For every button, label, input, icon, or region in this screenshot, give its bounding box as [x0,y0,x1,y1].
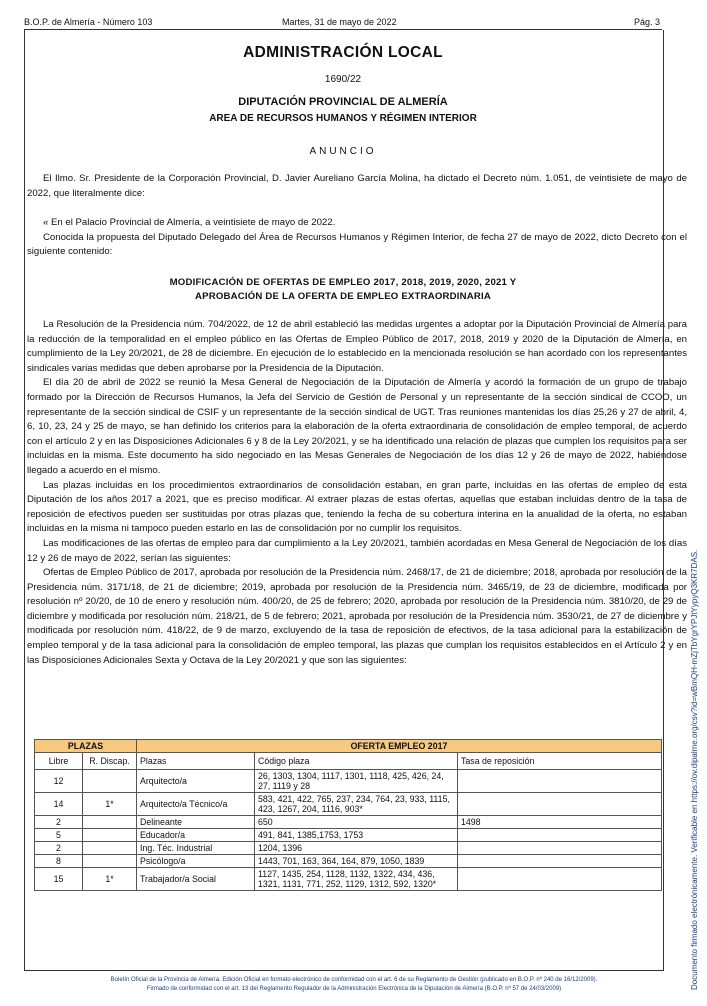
quote-block [27,216,687,260]
cell-plaza: Ing. Téc. Industrial [137,842,255,855]
body-paragraph: La Resolución de la Presidencia núm. 704/2022, de 12 de abril estableció las medidas urgentes a adoptar por la Diputación Provincial de Almería para la reducción de la temporalidad en el empleo público en las Ofertas de Empleo Público de 2017, 2018, 2019 y 2020 de la Diputación de Almería, en cumplimiento de la Ley 20/2021, de 28 de diciembre. En ejecución de lo establecido en la mencionada resolución se han acordado con los representantes sindicales varias medidas que deben aprobarse por la Presidencia de la Diputación. [27,319,687,374]
intro-text: El Ilmo. Sr. Presidente de la Corporación Provincial, D. Javier Aureliano García Molina, ha dictado el Decreto núm. 1.051, de veintisiete de mayo de 2022, que literalmente dice: [27,173,687,199]
table-row [35,770,662,793]
cell-discap [83,770,137,793]
cell-libre: 15 [35,868,83,891]
section-title [60,276,626,304]
page-title: ADMINISTRACIÓN LOCAL [243,44,443,61]
table-row [35,868,662,891]
verification-sidebar: Documento firmado electrónicamente. Verificable en https://ov.dipalme.org/csv?id=wBmQH-mZjTbYgrYPJtYypyQ3KR7DAS. [690,549,699,990]
body-paragraph: Las modificaciones de las ofertas de empleo para dar cumplimiento a la Ley 20/2021, también acordadas en Mesa General de Negociación de los días 12 y 26 de mayo de 2022, serían las siguientes: [27,537,687,564]
col-header-tasa: Tasa de reposición [458,753,662,770]
cell-discap [83,829,137,842]
cell-codigo: 1127, 1435, 254, 1128, 1132, 1322, 434, 436, 1321, 1131, 771, 252, 1129, 1312, 592, 1320* [255,868,458,891]
header-page-number: Pág. 3 [633,17,660,27]
table-row [35,855,662,868]
cell-codigo: 650 [255,816,458,829]
cell-tasa [458,868,662,891]
cell-tasa: 1498 [458,816,662,829]
header-date: Martes, 31 de mayo de 2022 [282,17,397,27]
section-title-line-2: APROBACIÓN DE LA OFERTA DE EMPLEO EXTRAORDINARIA [195,291,491,302]
col-header-plazas: Plazas [137,753,255,770]
cell-codigo: 1204, 1396 [255,842,458,855]
area-name: AREA DE RECURSOS HUMANOS Y RÉGIMEN INTERIOR [209,113,477,124]
col-header-libre: Libre [35,753,83,770]
cell-libre: 8 [35,855,83,868]
body-text [27,318,687,668]
table-row [35,793,662,816]
col-header-discap: R. Discap. [83,753,137,770]
oferta-table [34,739,662,891]
cell-discap: 1* [83,793,137,816]
cell-libre: 2 [35,816,83,829]
page-header [24,14,662,30]
cell-plaza: Psicólogo/a [137,855,255,868]
quote-line-2: Conocida la propuesta del Diputado Delegado del Área de Recursos Humanos y Régimen Interior, de fecha 27 de mayo de 2022, dicto Decreto con el siguiente contenido: [27,231,687,258]
cell-plaza: Arquitecto/a [137,770,255,793]
table-row [35,816,662,829]
plazas-group-header: PLAZAS [35,740,137,753]
cell-codigo: 491, 841, 1385,1753, 1753 [255,829,458,842]
cell-discap [83,842,137,855]
quote-line-1: « En el Palacio Provincial de Almería, a veintisiete de mayo de 2022. [43,217,336,228]
cell-discap: 1* [83,868,137,891]
table-row [35,842,662,855]
body-paragraph: El día 20 de abril de 2022 se reunió la Mesa General de Negociación de la Diputación de Almería y acordó la formación de un grupo de trabajo formado por la Dirección de Recursos Humanos, la Jefa del Servicio de Gestión de Personal y un representante de la sección sindical de CCOO, un representante de la sección sindical de CSIF y un representante de la sección sindical de UGT. Tras reuniones mantenidas los días 25,26 y 27 de abril, 4, 6, 10, 23, 24 y 25 de mayo, se han definido los criterios para la elaboración de la oferta extraordinaria de consolidación de empleo temporal, de acuerdo con el artículo 2 y en las Disposiciones Adicionales 6 y 8 de la Ley 20/2021, y se ha identificado una relación de plazas que cumplen los requisitos para ser incluidas en la misma. Este documento ha sido negociado en las Mesas Generales de Negociación de los días 12 y 26 de mayo de 2022, habiéndose llegado a acuerdo en el mismo. [27,377,687,476]
cell-plaza: Delineante [137,816,255,829]
table-group-header [35,740,662,753]
intro-paragraph [27,172,687,201]
section-title-line-1: MODIFICACIÓN DE OFERTAS DE EMPLEO 2017, 2018, 2019, 2020, 2021 Y [169,277,517,288]
footer-line-1: Boletín Oficial de la Provincia de Almería. Edición Oficial en formato electrónico de conformidad con el art. 6 de su Reglamento de Gestión (publicado en B.O.P. nº 240 de 16/12/2009). [110,977,598,983]
cell-tasa [458,793,662,816]
cell-tasa [458,855,662,868]
cell-libre: 12 [35,770,83,793]
cell-plaza: Trabajador/a Social [137,868,255,891]
cell-libre: 14 [35,793,83,816]
cell-tasa [458,842,662,855]
body-paragraph: Las plazas incluidas en los procedimientos extraordinarios de consolidación estaban, en gran parte, incluidas en las ofertas de empleo de esta Diputación de los años 2017 a 2021, que es preciso modificar. Al extraer plazas de estas ofertas, aquellas que estaban incluidas dentro de la tasa de reposición de efectivos pueden ser sustituidas por otras plazas que, teniendo la fecha de su cobertura interina en la anualidad de la oferta, no estaban incluidas en la misma ni tampoco pueden estarlo en las de consolidación por no cumplir los requisitos. [27,479,687,535]
cell-tasa [458,770,662,793]
oferta-group-header: OFERTA EMPLEO 2017 [137,740,662,753]
department-name: DIPUTACIÓN PROVINCIAL DE ALMERÍA [238,96,448,108]
cell-plaza: Educador/a [137,829,255,842]
table-row [35,829,662,842]
cell-tasa [458,829,662,842]
anuncio-heading: ANUNCIO [309,146,377,157]
cell-discap [83,816,137,829]
table-column-header [35,753,662,770]
cell-codigo: 26, 1303, 1304, 1117, 1301, 1118, 425, 426, 24, 27, 1119 y 28 [255,770,458,793]
cell-discap [83,855,137,868]
cell-codigo: 1443, 701, 163, 364, 164, 879, 1050, 1839 [255,855,458,868]
col-header-codigo: Código plaza [255,753,458,770]
cell-codigo: 583, 421, 422, 765, 237, 234, 764, 23, 933, 1115, 423, 1267, 204, 1116, 903* [255,793,458,816]
header-publication: B.O.P. de Almería - Número 103 [24,17,153,27]
cell-libre: 2 [35,842,83,855]
body-paragraph: Ofertas de Empleo Público de 2017, aprobada por resolución de la Presidencia núm. 2468/17, de 21 de diciembre; 2018, aprobada por resolución de la Presidencia núm. 3171/18, de 21 de diciembre; 2019, aprobada por resolución de la Presidencia núm. 3465/19, de 23 de diciembre, modificada por resolución nº 20/20, de 10 de enero y resolución núm. 400/20, de 25 de febrero; 2020, aprobada por resolución de la Presidencia núm. 3810/20, de 29 de diciembre y modificada por resolución núm. 218/21, de 5 de febrero; 2021, aprobada por resolución de la Presidencia núm. 3530/21, de 27 de diciembre y modificada por resolución núm. 418/22, de 9 de marzo, excluyendo de la tasa de reposición de efectivos, de la tasa adicional para la estabilización de empleo temporal y de la tasa adicional para la consolidación de empleo temporal, las plazas que cumplan los requisitos establecidos en el Artículo 2 y en las Disposiciones Adicionales Sexta y Octava de la Ley 20/2021 y que son las siguientes: [27,567,687,666]
cell-plaza: Arquitecto/a Técnico/a [137,793,255,816]
footer-line-2: Firmado de conformidad con el art. 13 del Reglamento Regulador de la Administración Electrónica de la Diputación de Almería (B.O.P. nº 57 de 24/03/2009) [146,986,562,992]
cell-libre: 5 [35,829,83,842]
announcement-number: 1690/22 [324,74,362,85]
